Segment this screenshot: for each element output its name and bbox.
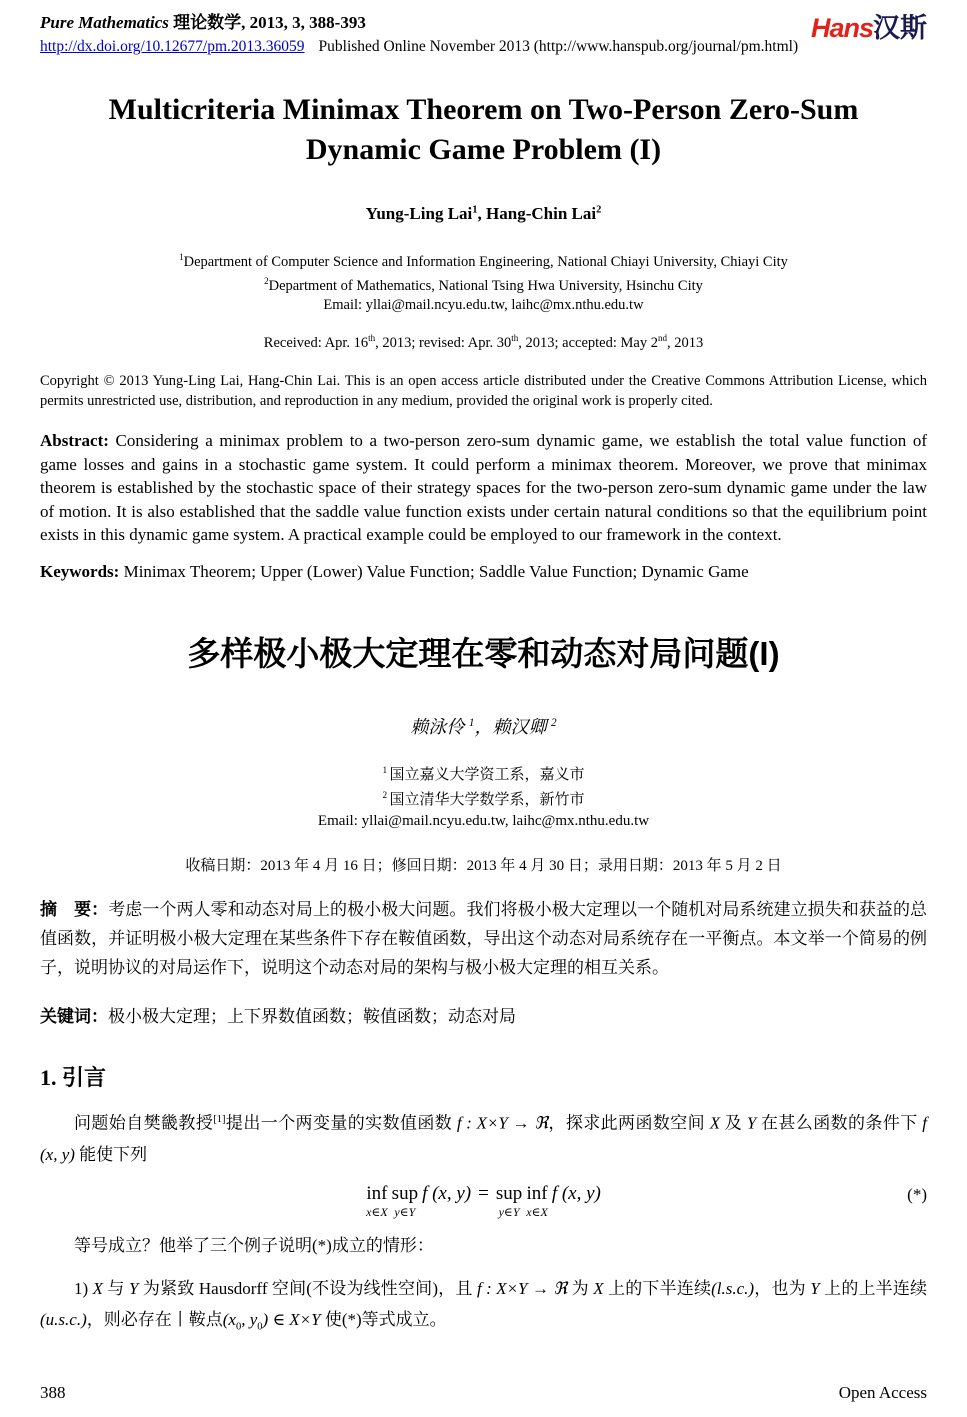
- equation-tag: (*): [907, 1184, 927, 1204]
- authors-line: Yung-Ling Lai$^1$, Hang-Chin Lai$^2$: [365, 204, 602, 223]
- copyright-notice: Copyright © 2013 Yung-Ling Lai, Hang-Chin Lai. This is an open access article distributed under the Creative Commons Attribution License, which permits unrestricted use, distribution, and reproduction in any medium, provided the original work is properly cited.: [40, 373, 927, 410]
- keywords-label: Keywords:: [40, 561, 120, 581]
- affiliation-2: $^2$Department of Mathematics, National Tsing Hwa University, Hsinchu City: [264, 275, 703, 294]
- abstract-paragraph: [40, 429, 927, 547]
- sup-operator-right: sup y∈Y: [495, 1182, 523, 1219]
- affiliation-1: $^1$Department of Computer Science and Information Engineering, National Chiayi University, Chiayi City: [179, 252, 788, 270]
- keywords-paragraph: [40, 562, 927, 582]
- function-term-right: f (x, y): [551, 1182, 601, 1204]
- chinese-affiliation-2: $^2$ 国立清华大学数学系，新竹市: [382, 790, 585, 808]
- doi-link[interactable]: http://dx.doi.org/10.12677/pm.2013.36059: [40, 38, 305, 55]
- journal-issue: 理论数学, 2013, 3, 388-393: [168, 13, 366, 32]
- intro-paragraph: 问题始自樊畿教授[1]提出一个两变量的实数值函数 f : X×Y → ℜ，探求此两函数空间 X 及 Y 在甚么函数的条件下 f (x, y) 能使下列: [40, 1113, 928, 1164]
- email-line: Email: yllai@mail.ncyu.edu.tw, laihc@mx.nthu.edu.tw: [323, 296, 644, 313]
- chinese-title: 多样极小极大定理在零和动态对局问题(I): [187, 634, 780, 672]
- hans-logo: [811, 6, 927, 45]
- page-footer: [40, 1383, 927, 1403]
- equation-star: [40, 1184, 927, 1218]
- hans-logo-cjk: 汉斯: [873, 13, 927, 43]
- publication-line: [40, 38, 798, 56]
- journal-info: [40, 8, 798, 56]
- equals-sign: =: [478, 1182, 489, 1204]
- sup-operator: sup y∈Y: [391, 1182, 419, 1219]
- hans-logo-latin: Hans: [810, 13, 873, 43]
- chinese-email-line: Email: yllai@mail.ncyu.edu.tw, laihc@mx.nthu.edu.tw: [317, 812, 650, 829]
- affiliations-block: [40, 248, 927, 315]
- received-line: Received: Apr. 16th, 2013; revised: Apr. 30th, 2013; accepted: May 2nd, 2013: [263, 332, 704, 351]
- chinese-received-line: 收稿日期：2013 年 4 月 16 日；修回日期：2013 年 4 月 30 日；录用日期：2013 年 5 月 2 日: [185, 857, 782, 874]
- open-access-label: Open Access: [838, 1383, 927, 1402]
- inf-operator: inf x∈X: [366, 1182, 388, 1219]
- inf-operator-right: inf x∈X: [526, 1182, 548, 1219]
- journal-name: Pure Mathematics: [40, 13, 169, 32]
- function-term-left: f (x, y): [422, 1182, 472, 1204]
- keywords-text: Minimax Theorem; Upper (Lower) Value Function; Saddle Value Function; Dynamic Game: [119, 561, 749, 581]
- chinese-abstract-paragraph: [40, 895, 927, 982]
- chinese-abstract-text: 考虑一个两人零和动态对局上的极小极大问题。我们将极小极大定理以一个随机对局系统建立损失和获益的总值函数，并证明极小极大定理在某些条件下存在鞍值函数，导出这个动态对局系统存在一平衡点。本文举一个简易的例子，说明协议的对局运作下，说明这个动态对局的架构与极小极大定理的相互关系。: [40, 899, 928, 977]
- paper-title: Multicriteria Minimax Theorem on Two-Person Zero-Sum Dynamic Game Problem (I): [108, 93, 859, 166]
- chinese-keywords-paragraph: [40, 1002, 927, 1027]
- chinese-affiliation-1: $^1$ 国立嘉义大学资工系，嘉义市: [382, 765, 585, 783]
- abstract-label: Abstract:: [40, 431, 109, 451]
- chinese-keywords-text: 极小极大定理；上下界数值函数；鞍值函数；动态对局: [108, 1006, 516, 1026]
- chinese-abstract-label: 摘 要：: [40, 899, 109, 919]
- journal-title: [40, 8, 798, 33]
- chinese-keywords-label: 关键词：: [40, 1006, 108, 1026]
- page-number: 388: [40, 1383, 66, 1402]
- published-info: Published Online November 2013 (http://www.hanspub.org/journal/pm.html): [318, 38, 799, 55]
- paragraph-equality-cases: 等号成立？他举了三个例子说明(*)成立的情形：: [74, 1235, 434, 1255]
- page-header: [40, 8, 927, 56]
- chinese-authors-line: 赖泳伶 $^1$，赖汉卿 $^2$: [410, 716, 557, 737]
- list-item-1: 1) X 与 Y 为紧致 Hausdorff 空间(不设为线性空间)，且 f : X×Y → ℜ 为 X 上的下半连续(l.s.c.)，也为 Y 上的上半连续(u.s.c.)，则必存在丨鞍点($x_0$, $y_0$) ∈ X×Y 使(*)等式成立。: [40, 1278, 928, 1333]
- minimax-equation: [364, 1184, 603, 1218]
- chinese-affiliations-block: [40, 761, 927, 832]
- abstract-text: Considering a minimax problem to a two-person zero-sum dynamic game, we establish the total value function of game losses and gains in a stochastic game system. It could perform a minimax theorem. Moreover, we prove that minimax theorem is established by the stochastic space of their strategy spaces for the two-person zero-sum dynamic game under the law of motion. It is also established that the saddle value function exists under certain natural conditions so that the equilibrium point exists in this dynamic game system. A practical example could be employed to our framework in the context.: [40, 431, 927, 545]
- section-heading-introduction: 1. 引言: [40, 1064, 107, 1090]
